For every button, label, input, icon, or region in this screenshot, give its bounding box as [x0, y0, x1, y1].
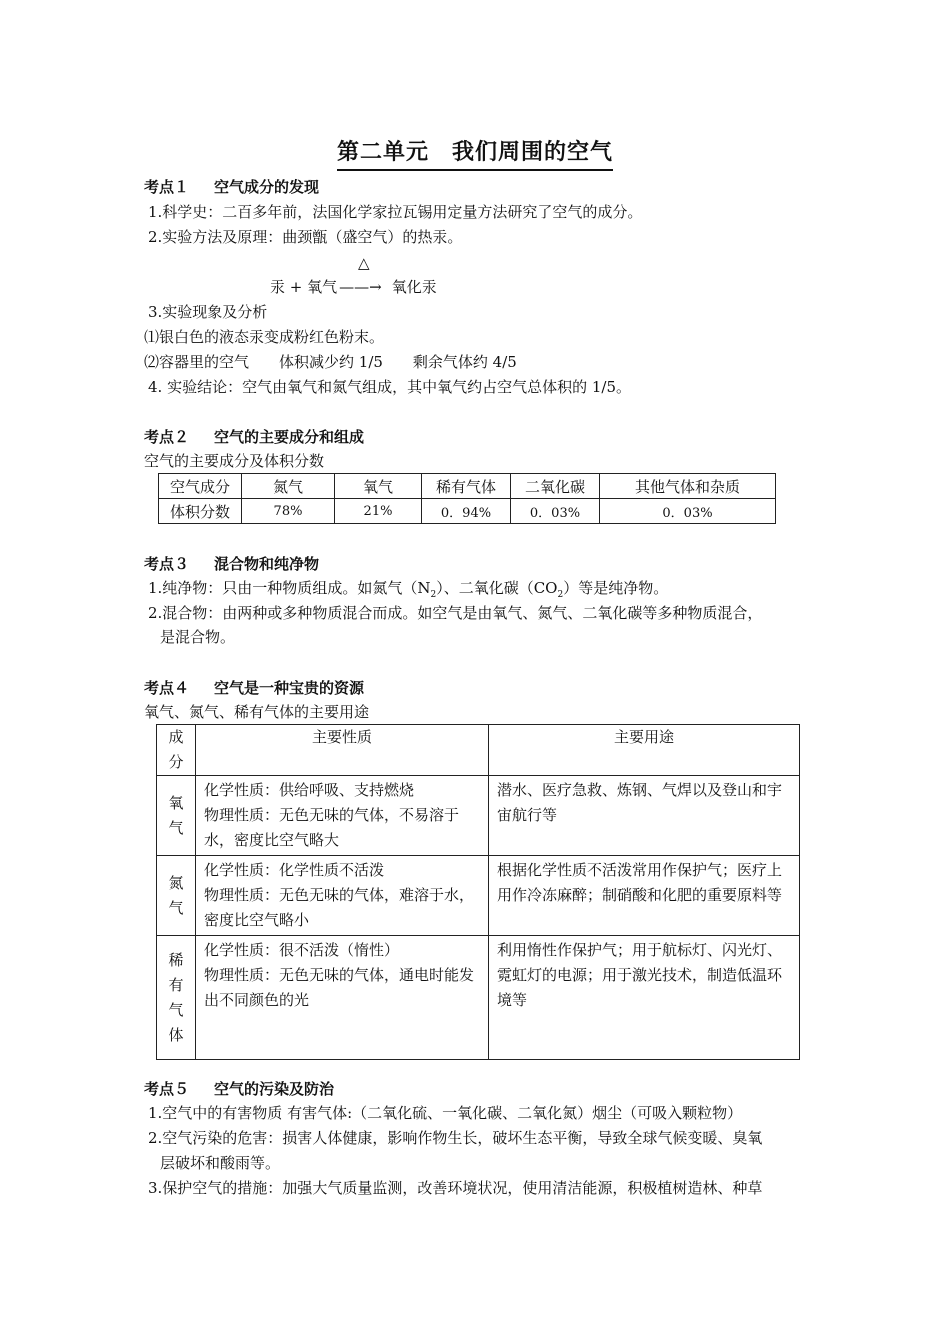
table-cell: 化学性质：化学性质不活泼 物理性质：无色无味的气体，难溶于水，密度比空气略小 — [196, 856, 489, 936]
table-cell: 78% — [242, 499, 335, 524]
table-cell: 化学性质：供给呼吸、支持燃烧 物理性质：无色无味的气体，不易溶于水，密度比空气略大 — [196, 776, 489, 856]
table-header: 空气成分 — [159, 474, 242, 499]
table-header: 主要用途 — [489, 725, 800, 776]
table-cell: 稀 有 气 体 — [157, 936, 196, 1060]
section-5-heading: 考点５ 空气的污染及防治 — [144, 1080, 335, 1098]
section-4-heading: 考点４ 空气是一种宝贵的资源 — [144, 679, 365, 697]
table-header: 成 分 — [157, 725, 196, 776]
text-line: 3.保护空气的措施：加强大气质量监测，改善环境状况，使用清洁能源，积极植树造林、种草 — [148, 1179, 763, 1197]
table-row — [157, 936, 800, 1060]
table-cell: 利用惰性作保护气；用于航标灯、闪光灯、霓虹灯的电源；用于激光技术，制造低温环境等 — [489, 936, 800, 1060]
text-line: 是混合物。 — [160, 628, 236, 646]
text-line: 2.混合物：由两种或多种物质混合而成。如空气是由氧气、氮气、二氧化碳等多种物质混合， — [148, 604, 763, 622]
table-row — [157, 725, 800, 776]
section-2-heading: 考点２ 空气的主要成分和组成 — [144, 428, 365, 446]
table-header: 氮气 — [242, 474, 335, 499]
table-cell: 0．03% — [511, 499, 600, 524]
text-line: 1.科学史：二百多年前，法国化学家拉瓦锡用定量方法研究了空气的成分。 — [148, 203, 643, 221]
text-line: ⑵容器里的空气 体积减少约 1/5 剩余气体约 4/5 — [144, 353, 517, 371]
reaction-condition: △ — [358, 254, 370, 272]
text-line: 2.实验方法及原理：曲颈甑（盛空气）的热汞。 — [148, 228, 463, 246]
composition-table — [158, 473, 776, 524]
table-row — [157, 856, 800, 936]
table-cell: 氮 气 — [157, 856, 196, 936]
table-caption: 氧气、氮气、稀有气体的主要用途 — [144, 703, 370, 721]
reaction-equation: 汞 + 氧气 ——→ 氧化汞 — [270, 278, 437, 296]
table-cell: 氧 气 — [157, 776, 196, 856]
table-header: 主要性质 — [196, 725, 489, 776]
uses-table — [156, 724, 800, 1060]
table-header: 氧气 — [335, 474, 422, 499]
section-1-heading: 考点１ 空气成分的发现 — [144, 178, 320, 196]
table-cell: 21% — [335, 499, 422, 524]
text-line: 1.纯净物：只由一种物质组成。如氮气$(N_2)$、二氧化碳$(CO_2)$等是纯净物。 — [148, 579, 669, 600]
text-line: 2.空气污染的危害：损害人体健康，影响作物生长，破坏生态平衡，导致全球气候变暖、臭氧 — [148, 1129, 763, 1147]
table-header: 其他气体和杂质 — [600, 474, 776, 499]
table-caption: 空气的主要成分及体积分数 — [144, 452, 325, 470]
text-line: 3.实验现象及分析 — [148, 303, 268, 321]
table-row — [157, 776, 800, 856]
table-row — [159, 499, 776, 524]
table-header: 稀有气体 — [422, 474, 511, 499]
table-row — [159, 474, 776, 499]
table-header: 二氧化碳 — [511, 474, 600, 499]
table-cell: 0．94% — [422, 499, 511, 524]
page-title: 第二单元 我们周围的空气 — [0, 142, 950, 164]
table-cell: 潜水、医疗急救、炼钢、气焊以及登山和宇宙航行等 — [489, 776, 800, 856]
text-line: 1.空气中的有害物质 有害气体:（二氧化硫、一氧化碳、二氧化氮）烟尘（可吸入颗粒物） — [148, 1104, 743, 1122]
text-line: ⑴银白色的液态汞变成粉红色粉末。 — [144, 328, 385, 346]
text-line: 层破坏和酸雨等。 — [160, 1154, 281, 1172]
table-cell: 0．03% — [600, 499, 776, 524]
table-cell: 化学性质：很不活泼（惰性） 物理性质：无色无味的气体，通电时能发出不同颜色的光 — [196, 936, 489, 1060]
table-cell: 根据化学性质不活泼常用作保护气；医疗上用作冷冻麻醉；制硝酸和化肥的重要原料等 — [489, 856, 800, 936]
table-cell: 体积分数 — [159, 499, 242, 524]
text-line: 4. 实验结论：空气由氧气和氮气组成，其中氧气约占空气总体积的 1/5。 — [148, 378, 631, 396]
section-3-heading: 考点３ 混合物和纯净物 — [144, 555, 320, 573]
